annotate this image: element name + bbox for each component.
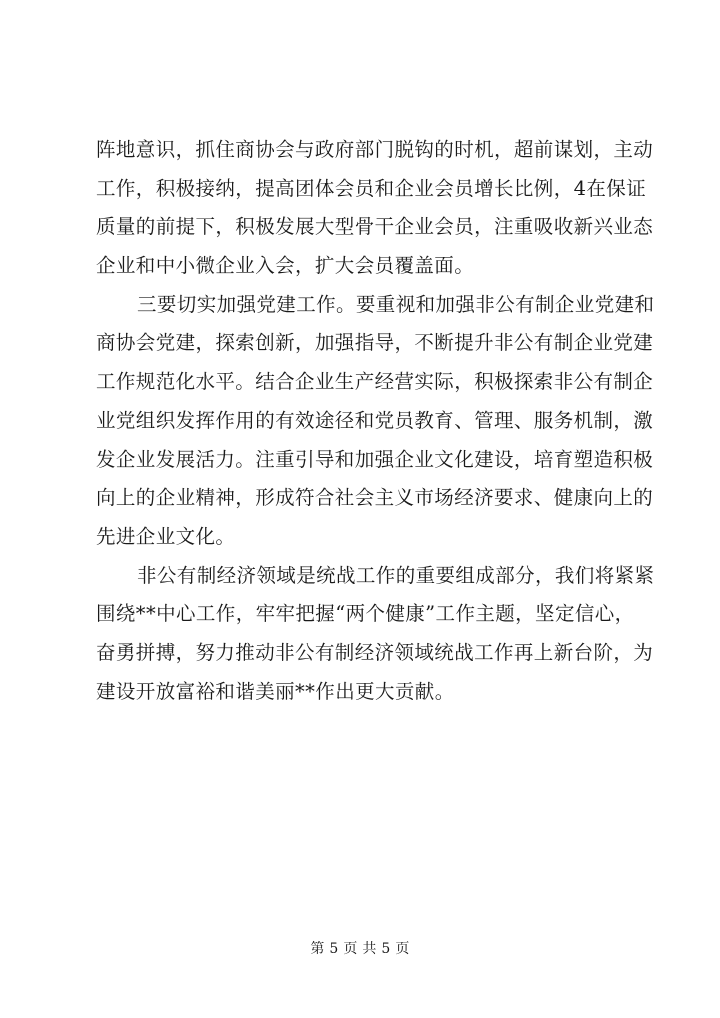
text-line: 发企业发展活力。注重引导和加强企业文化建设，培育塑造积极 <box>96 447 654 471</box>
text-line: 非公有制经济领域是统战工作的重要组成部分，我们将紧紧 <box>137 563 655 587</box>
text-line: 围绕**中心工作，牢牢把握“两个健康”工作主题，坚定信心， <box>96 602 635 626</box>
document-body <box>96 131 655 711</box>
text-line: 建设开放富裕和谐美丽**作出更大贡献。 <box>96 679 455 703</box>
text-line: 业党组织发挥作用的有效途径和党员教育、管理、服务机制，激 <box>96 408 654 432</box>
text-line: 企业和中小微企业入会，扩大会员覆盖面。 <box>96 254 475 278</box>
text-line: 工作规范化水平。结合企业生产经营实际，积极探索非公有制企 <box>96 370 654 394</box>
text-line: 向上的企业精神，形成符合社会主义市场经济要求、健康向上的 <box>96 486 654 510</box>
paragraph-conclusion <box>96 557 655 712</box>
text-line: 工作，积极接纳，提高团体会员和企业会员增长比例，4在保证 <box>96 176 647 200</box>
paragraph-member-recruitment <box>96 131 654 286</box>
text-line: 质量的前提下，积极发展大型骨干企业会员，注重吸收新兴业态 <box>96 215 654 239</box>
text-line: 先进企业文化。 <box>96 524 236 548</box>
text-line: 商协会党建，探索创新，加强指导，不断提升非公有制企业党建 <box>96 331 654 355</box>
text-line: 阵地意识，抓住商协会与政府部门脱钩的时机，超前谋划，主动 <box>96 138 654 161</box>
text-line: 奋勇拼搏，努力推动非公有制经济领域统战工作再上新台阶，为 <box>96 640 654 664</box>
text-line: 三要切实加强党建工作。要重视和加强非公有制企业党建和 <box>137 292 655 316</box>
page-footer: 第 5 页 共 5 页 <box>310 941 410 957</box>
paragraph-party-building <box>96 286 655 557</box>
